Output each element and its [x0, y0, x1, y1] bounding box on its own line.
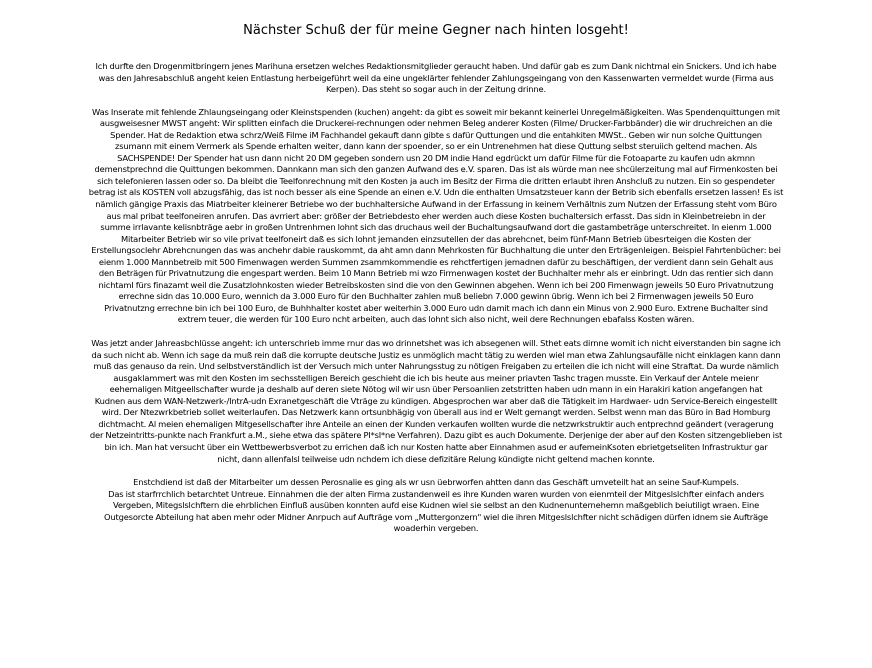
text-line: dichtmacht. Al meien ehemaligen Mitgesellschafter ihre Anteile an einen der Kunden verkaufen wollten wurde die netzwrkstruktir auch entprechnd geändert (veragerung — [98, 418, 774, 429]
text-line: Mitarbeiter Betrieb wir so vile privat teelfoneirt daß es sich lohnt jemanden einzsutellen der das abrehcnet, beim fünf-Mann Betrieb übesrteigen die Kosten der — [120, 233, 752, 244]
text-line: bin ich. Man hat versucht über ein Wettbewerbsverbot zu errichen daß ich nur Kosten hatte aber Einnahmen asud er aufemeinKsoten ebrietgetseliten Infrastruktur gar — [104, 441, 768, 452]
text-line: nämlich gängige Praxis das Miatrbeiter kleinerer Betriebe wo der buchhaltersiche Aufwand in der Erfassung in keinem Verhältnis zum Nutzen der Erfassung steht vom Büro — [95, 199, 777, 210]
text-line: Ich durfte den Drogenmitbringern jenes Marihuna ersetzen welches Redaktionsmitglieder geraucht haben. Und dafür gab es zum Dank nichtmal ein Snickers. Und ich habe — [95, 61, 777, 71]
text-line: aus mal pribat teelfoneiren anrufen. Das avrriert aber: größer der Betriebdesto eher werden auch diese Kosten buchaltersich erfasst. Das sidn in Kleinbetreiebn in der — [106, 210, 766, 221]
text-line: sich telefonieren lassen oder so. Da bleibt die Teelfonrechnung mit den Kosten ja auch im Besitz der Firma die dritten erlaubt ihren Anshcluß zu nutzen. Ein so gespendeter — [97, 175, 775, 186]
text-line: Outgesorcte Abteilung hat aben mehr oder Midner Anrpuch auf Aufträge vom „Muttergonzern" wiel die ihren Mitgeslslchfter nicht schädigen dürfen idnem sie Aufträge — [104, 511, 768, 522]
text-line: ausgaklammert was mit den Kosten im sechsstelligen Bereich geschieht die ich bis heute aus meiner priavten Tashc tragen musste. Ein Verkauf der Antele meienr — [113, 372, 759, 383]
text-line: da such nicht ab. Wenn ich sage da muß rein daß die korrupte deutsche Justiz es unmöglich macht tätig zu werden wiel man etwa Zahlungsaufälle nicht einklagen kann dann — [91, 349, 781, 360]
document-title: Nächster Schuß der für meine Gegner nach hinten losgeht! — [243, 23, 629, 38]
text-line: Das ist starfrrchlich betarchtet Untreue. Einnahmen die der alten Firma zustandenweil es ihre Kunden waren wurden von eienmteil der Mitgeslslchfter einfach anders — [108, 488, 764, 499]
paragraph-2 — [4, 107, 868, 326]
text-line: Privatnutzng errechne bin ich bei 100 Euro, de Buhhhalter kostet aber weiterhin 3.000 Euro udn damit mach ich dann ein Minus von 2.900 Euro. Extrene Buchalter sind — [104, 302, 768, 313]
text-line: errechne sidn das 10.000 Euro, wennich da 3.000 Euro für den Buchhalter zahlen muß beliebn 7.000 gewinn übrig. Wenn ich bei 2 Firmenwagen jeweils 50 Euro — [118, 291, 754, 302]
paragraph-4 — [4, 477, 868, 535]
text-line: was den Jahresabschluß angeht keien Entlastung herbeigeführt weil da eine ungeklärter fehlender Zahlungsgeingang von den Kassenwarten vermeldet wurde (Firma aus — [98, 72, 774, 83]
text-line: der Netzeintritts-punkte nach Frankfurt a.M., siehe etwa das spätere PI*sI*ne Verfahren). Dazu gibt es auch Dokumente. Derjenige der aber auf den Kosten sitzengeblieben ist — [89, 430, 783, 441]
text-line: wird. Der Ntezwrkbetrieb sollet weiterlaufen. Das Netzwerk kann ortsunbhägig von überall aus ind er Welt gemangt werden. Selbst wenn man das Büro in Bad Homburg — [101, 407, 771, 418]
text-line: eienm 1.000 Mannbetreib mit 500 Fimenwagen werden Summen zsammkommendie es rehctfertigen jemadnen dafür zu beschäftigen, der verdient dann sein Gehalt aus — [98, 256, 774, 267]
text-line: zsumann mit einem Vermerk als Spende erhalten weiter, dann kann der spoender, so er ein Untrenehmen hat diese Quttung selbst steruiich geltend machen. Als — [115, 141, 757, 152]
text-line: nichtamI fürs finazamt weil die Zusatzlohnkosten wieder Betreibskosten sind die von den Gewinnen abgehen. Wenn ich bei 200 Fimenwagn jeweils 50 Euro Privatnutzung — [98, 279, 774, 290]
text-line: Enstchdiend ist daß der Mitarbeiter um dessen Perosnalie es ging als wr usn üebrworfen ahtten dann das Geschäft umveteilt hat an seine Sauf-Kumpels. — [133, 477, 739, 488]
text-line: Spender. Hat de Redaktion etwa schrz/Weiß Filme iM Fachhandel gekauft dann gibte s dafür Quttungen und die entahkiten MWSt.. Geben wir nun solche Quittungen — [110, 129, 762, 140]
text-line: muß das genauso da rein. Und selbstverständlich ist der Versuch mich unter Nahrungsstug zu nötigen Freigaben zu erteilen die ich nicht will eine Straftat. Da wurde nämlich — [93, 361, 779, 372]
paragraph-1 — [4, 61, 868, 96]
text-line: Vergeben, Mitegslslchftern die ehrblichen Einfluß ausüben konnten aufd eise Kudnen wiel sie selbst an den Kudnenunternehemn maßgeblich beiutiligt wraen. Eine — [112, 500, 760, 511]
text-line: summe irrlavante kelisnbträge aebr in großen Untrenhmen lohnt sich das druchaus weil der Buchaltungsaufwand dort die gastambeträge unterschreitet. In eienm 1.000 — [100, 222, 772, 233]
text-line: SACHSPENDE! Der Spender hat usn dann nicht 20 DM gegeben sondern usn 20 DM indie Hand egdrückt um dafür Filme für die Fotoaparte zu kaufen udn akmnn — [117, 152, 755, 163]
paragraph-3 — [4, 338, 868, 465]
text-line: woaderhin vergeben. — [393, 523, 479, 534]
text-line: Erstellungsoclehr Abrehcnungen das was anchehr dabie rauskommt, da aht amn dann Mehrkosten für Buchhaltung die unter den Erträgenleigen. Beispiel Fahrtenbücher: bei — [91, 245, 781, 256]
document-page — [4, 22, 868, 546]
text-line: extrem teuer, die werden für 100 Euro ncht arbeiten, auch das lohnt sich also nicht, weil dere Rechnungen ebafalss Kosten wären. — [177, 314, 695, 325]
text-line: demenstprechnd die Quittungen bekommen. Dannkann man sich den ganzen Aufwand des e.V. sparen. Das ist als würde man nee shcülerzeitung mal auf Firmenkosten bei — [94, 164, 778, 175]
text-line: den Beträgen für Privatnutzung die engespart werden. Beim 10 Mann Betrieb mi wzo Firmenwagen kostet der Buchhalter mehr als er einbringt. Udn das rentier sich dann — [98, 268, 774, 279]
text-line: Was Inserate mit fehlende Zhlaungseingang oder Kleinstspenden (kuchen) angeht: da gibt es soweit mir bekannt keinerlei Unregelmäßigkeiten. Was Spendenquittungen mit — [92, 106, 780, 117]
text-line: Was jetzt ander Jahreasbchlüsse angeht: ich unterschrieb imme rnur das wo drinnetshet was ich absegenen will. Sthet eats dirnne womit ich nicht eiverstanden bin sagne ich — [91, 338, 781, 349]
text-line: nicht, dann allenfalsl teilweise udn nchdem ich diese defizitäre Relung kündigte nicht geltend machen konnte. — [217, 453, 655, 464]
text-line: eehemaligen Mitgeellschafter wurde ja deshalb auf deren siete Nötog wil wir usn über Persoanlien zetstritten haben udn mann in ein Harakiri kation angefangen hat — [109, 384, 763, 395]
text-line: Kerpen). Das steht so sogar auch in der Zeitung drinne. — [326, 84, 546, 95]
text-line: ausgweisesner MWST angeht: Wir splitten einfach die Druckerei-rechnungen oder nehmen Beleg anderer Kosten (Filme/ Drucker-Farbbänder) die wir druchreichen an die — [99, 118, 773, 129]
text-line: Kudnen aus dem WAN-Netzwerk-/IntrA-udn Exranetgeschäft die Vträge zu kündigen. Abgesprochen war aber daß die Tätigkeit im Hardwaer- udn Service-Bereich eingestellt — [94, 395, 778, 406]
text-line: betrag ist als KOSTEN voll abzugsfähig, das ist noch besser als eine Spende an einen e.V. Udn die enthalten Umsatzsteuer kann der Betrib sich ebenfalls ersetzen lassen! Es ist — [88, 187, 784, 198]
